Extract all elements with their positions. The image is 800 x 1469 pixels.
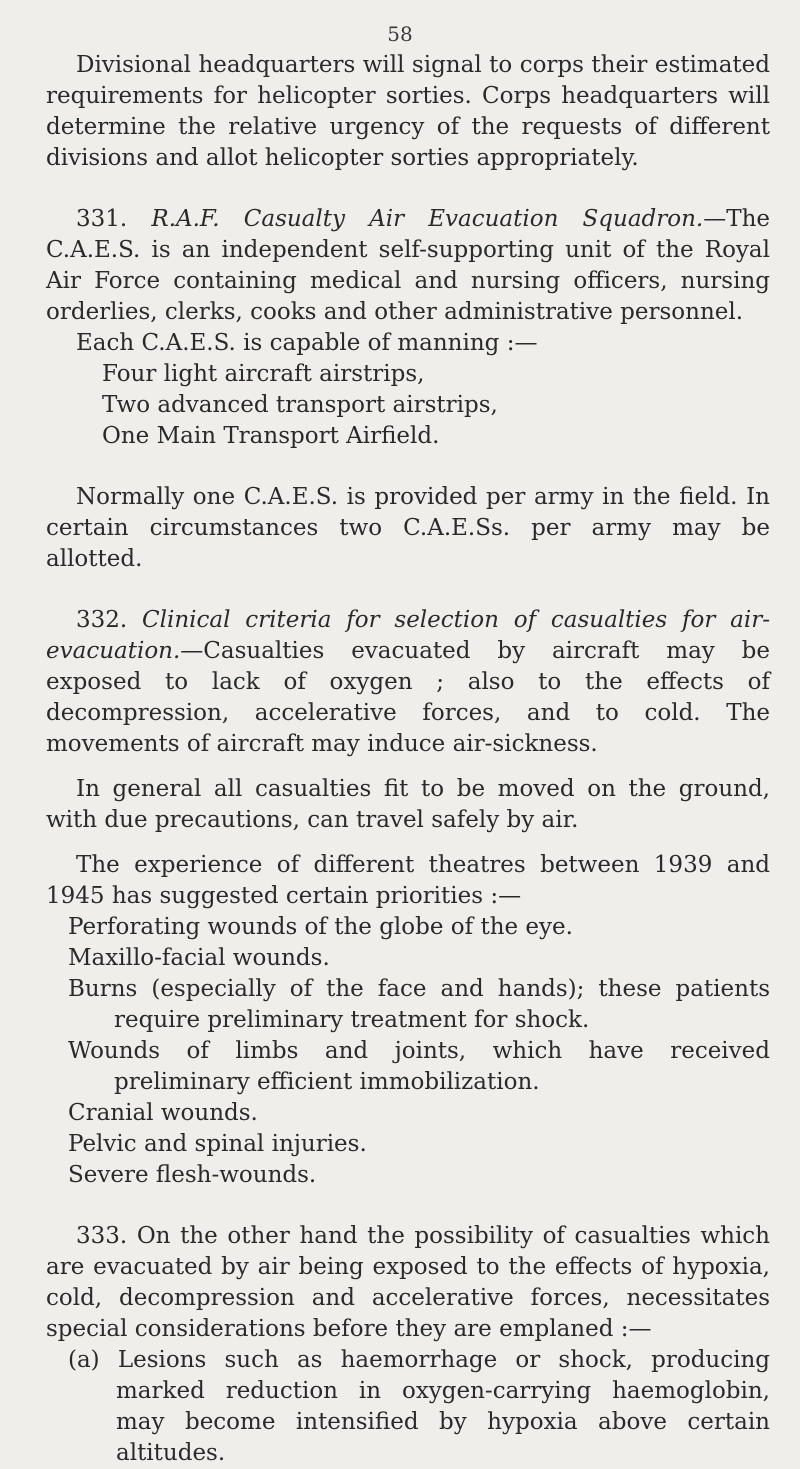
section-331-number: 331.: [76, 206, 128, 232]
section-331-paragraph: [46, 204, 770, 328]
item-a-label: (a): [68, 1347, 100, 1373]
intro-paragraph: Divisional headquarters will signal to corps their estimated requirements for helicopter sorties. Corps headquarters will determine the relative urgency of the requests of different divisions and allot helicopter sorties appropriately.: [46, 52, 770, 171]
list-item: Two advanced transport airstrips,: [102, 392, 498, 418]
list-item: Wounds of limbs and joints, which have received preliminary efficient immobilization.: [68, 1038, 770, 1095]
section-332-text: —Casualties evacuated by aircraft may be exposed to lack of oxygen ; also to the effects of decompression, accelerative forces, and to cold. The movements of aircraft may induce air-sickness.: [46, 638, 770, 757]
list-item: Severe flesh-wounds.: [68, 1162, 317, 1188]
section-333-paragraph: [46, 1221, 770, 1345]
section-332-number: 332.: [76, 607, 128, 633]
list-item: Cranial wounds.: [68, 1100, 258, 1126]
section-331-paragraph-2: Normally one C.A.E.S. is provided per army in the field. In certain circumstances two C.A.E.Ss. per army may be allotted.: [46, 484, 770, 572]
section-332-paragraph-2: In general all casualties fit to be moved on the ground, with due precautions, can travel safely by air.: [46, 776, 770, 833]
list-item: Perforating wounds of the globe of the eye.: [68, 914, 573, 940]
page-number: 58: [387, 22, 413, 46]
section-332-paragraph: [46, 605, 770, 760]
list-item: Maxillo-facial wounds.: [68, 945, 330, 971]
section-333-number: 333.: [76, 1223, 128, 1249]
section-331-lead: Each C.A.E.S. is capable of manning :—: [76, 330, 538, 356]
section-333-text: On the other hand the possibility of casualties which are evacuated by air being exposed to the effects of hypoxia, cold, decompression and accelerative forces, necessitates special considerations before they are emplaned :—: [46, 1223, 770, 1342]
list-item: Burns (especially of the face and hands); these patients require preliminary treatment for shock.: [68, 976, 770, 1033]
section-331-heading: R.A.F. Casualty Air Evacuation Squadron.: [151, 206, 704, 232]
list-item: Pelvic and spinal injuries.: [68, 1131, 367, 1157]
section-332-paragraph-3: The experience of different theatres between 1939 and 1945 has suggested certain priorities :—: [46, 852, 770, 909]
list-item: Four light aircraft airstrips,: [102, 361, 425, 387]
section-333-item-a: [46, 1345, 770, 1469]
item-a-text: Lesions such as haemorrhage or shock, producing marked reduction in oxygen-carrying haemoglobin, may become intensified by hypoxia above certain altitudes.: [116, 1347, 771, 1466]
body-text: [46, 50, 770, 1469]
list-item: One Main Transport Airfield.: [102, 423, 440, 449]
section-332-heading: Clinical criteria for selection of casualties for air-evacuation.: [46, 607, 770, 664]
section-331-text: —The C.A.E.S. is an independent self-supporting unit of the Royal Air Force containing medical and nursing officers, nursing orderlies, clerks, cooks and other administrative personnel.: [46, 206, 771, 325]
